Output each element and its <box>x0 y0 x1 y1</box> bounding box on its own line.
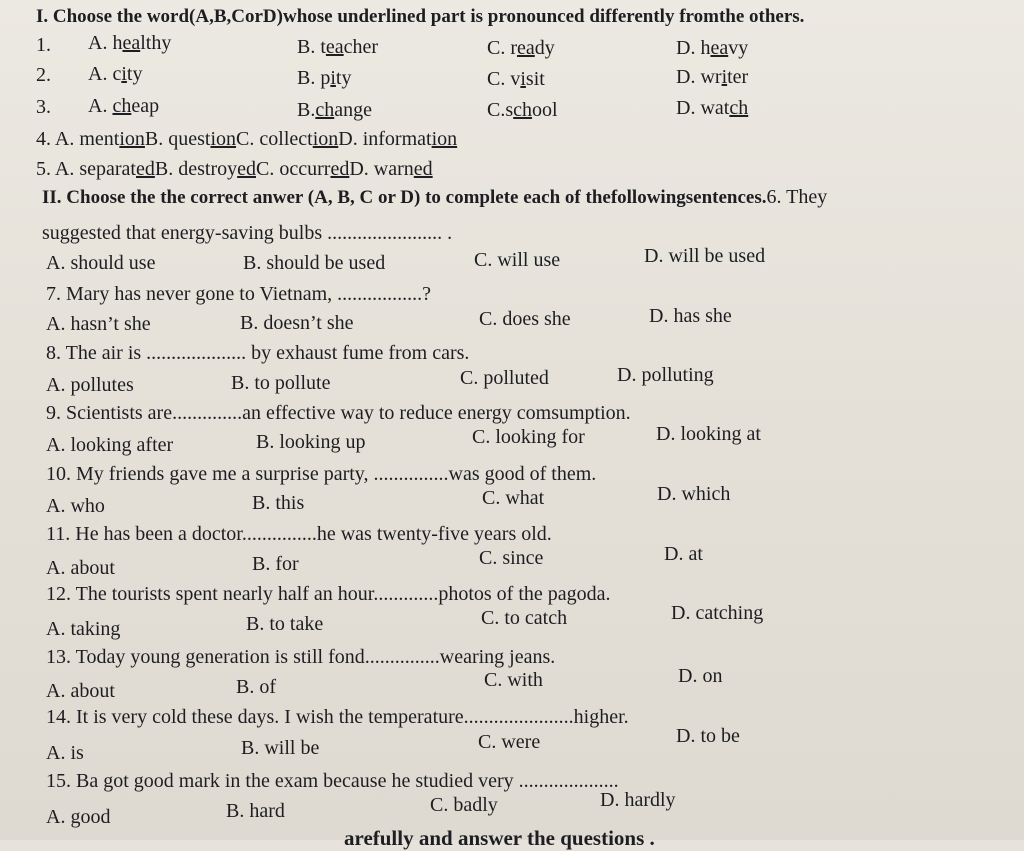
question-10-stem: 10. My friends gave me a surprise party, ...............was good of them. <box>46 463 597 485</box>
option-a: A. healthy <box>88 32 172 54</box>
q13-option-a: A. about <box>46 680 115 702</box>
option-c: C. ready <box>487 37 555 59</box>
q14-option-d: D. to be <box>676 725 740 747</box>
section-2-heading: II. Choose the the correct anwer (A, B, C or D) to complete each of thefollowingsentences.6. They <box>42 186 828 208</box>
q9-option-b: B. looking up <box>256 431 366 453</box>
question-11-stem: 11. He has been a doctor...............he was twenty-five years old. <box>46 523 552 545</box>
question-6-stem: suggested that energy-saving bulbs ....................... . <box>42 222 453 244</box>
q13-option-c: C. with <box>484 669 543 691</box>
q15-option-b: B. hard <box>226 800 285 822</box>
q7-option-b: B. doesn’t she <box>240 312 354 334</box>
question-8-stem: 8. The air is .................... by exhaust fume from cars. <box>46 342 470 364</box>
q6-option-c: C. will use <box>474 249 561 271</box>
q6-option-a: A. should use <box>46 252 156 274</box>
s1-question-4: 4. A. mentionB. questionC. collectionD. information <box>36 128 458 150</box>
q10-option-a: A. who <box>46 495 105 517</box>
q10-option-c: C. what <box>482 487 545 509</box>
question-9-stem: 9. Scientists are..............an effective way to reduce energy comsumption. <box>46 402 631 424</box>
q7-option-c: C. does she <box>479 308 571 330</box>
q8-option-c: C. polluted <box>460 367 549 389</box>
q8-option-d: D. polluting <box>617 364 714 386</box>
q11-option-a: A. about <box>46 557 115 579</box>
option-b: B.change <box>297 99 372 121</box>
option-c: C.school <box>487 99 558 121</box>
question-7-stem: 7. Mary has never gone to Vietnam, .................? <box>46 283 432 305</box>
question-15-stem: 15. Ba got good mark in the exam because he studied very .................... <box>46 770 619 792</box>
option-a: A. city <box>88 63 143 85</box>
q11-option-d: D. at <box>664 543 703 565</box>
q9-option-d: D. looking at <box>656 423 761 445</box>
q14-option-b: B. will be <box>241 737 320 759</box>
q7-option-d: D. has she <box>649 305 732 327</box>
q15-option-d: D. hardly <box>600 789 676 811</box>
option-d: D. writer <box>676 66 749 88</box>
s1-question-5: 5. A. separatedB. destroyedC. occurredD. warned <box>36 158 433 180</box>
q9-option-c: C. looking for <box>472 426 585 448</box>
section-1-heading: I. Choose the word(A,B,CorD)whose underlined part is pronounced differently fromthe others. <box>36 6 805 27</box>
q12-option-d: D. catching <box>671 602 764 624</box>
question-12-stem: 12. The tourists spent nearly half an hour.............photos of the pagoda. <box>46 583 611 605</box>
q10-option-b: B. this <box>252 492 305 514</box>
q8-option-b: B. to pollute <box>231 372 331 394</box>
option-a: A. cheap <box>88 95 160 117</box>
q15-option-a: A. good <box>46 806 111 828</box>
q12-option-b: B. to take <box>246 613 324 635</box>
q14-option-c: C. were <box>478 731 541 753</box>
q12-option-c: C. to catch <box>481 607 568 629</box>
q7-option-a: A. hasn’t she <box>46 313 151 335</box>
q8-option-a: A. pollutes <box>46 374 134 396</box>
q9-option-a: A. looking after <box>46 434 174 456</box>
option-d: D. watch <box>676 97 749 119</box>
q11-option-b: B. for <box>252 553 299 575</box>
question-number: 2. <box>36 64 51 86</box>
option-b: B. pity <box>297 67 352 89</box>
q12-option-a: A. taking <box>46 618 121 640</box>
option-d: D. heavy <box>676 37 749 59</box>
question-number: 3. <box>36 96 51 118</box>
footer-cutoff-text: arefully and answer the questions . <box>344 826 655 850</box>
q11-option-c: C. since <box>479 547 544 569</box>
question-number: 1. <box>36 34 51 56</box>
question-14-stem: 14. It is very cold these days. I wish the temperature......................higher. <box>46 706 629 728</box>
option-b: B. teacher <box>297 36 379 58</box>
question-13-stem: 13. Today young generation is still fond...............wearing jeans. <box>46 646 556 668</box>
q14-option-a: A. is <box>46 742 84 764</box>
q15-option-c: C. badly <box>430 794 498 816</box>
q13-option-b: B. of <box>236 676 276 698</box>
option-c: C. visit <box>487 68 545 90</box>
q6-option-d: D. will be used <box>644 245 766 267</box>
q6-option-b: B. should be used <box>243 252 386 274</box>
q10-option-d: D. which <box>657 483 731 505</box>
q13-option-d: D. on <box>678 665 723 687</box>
